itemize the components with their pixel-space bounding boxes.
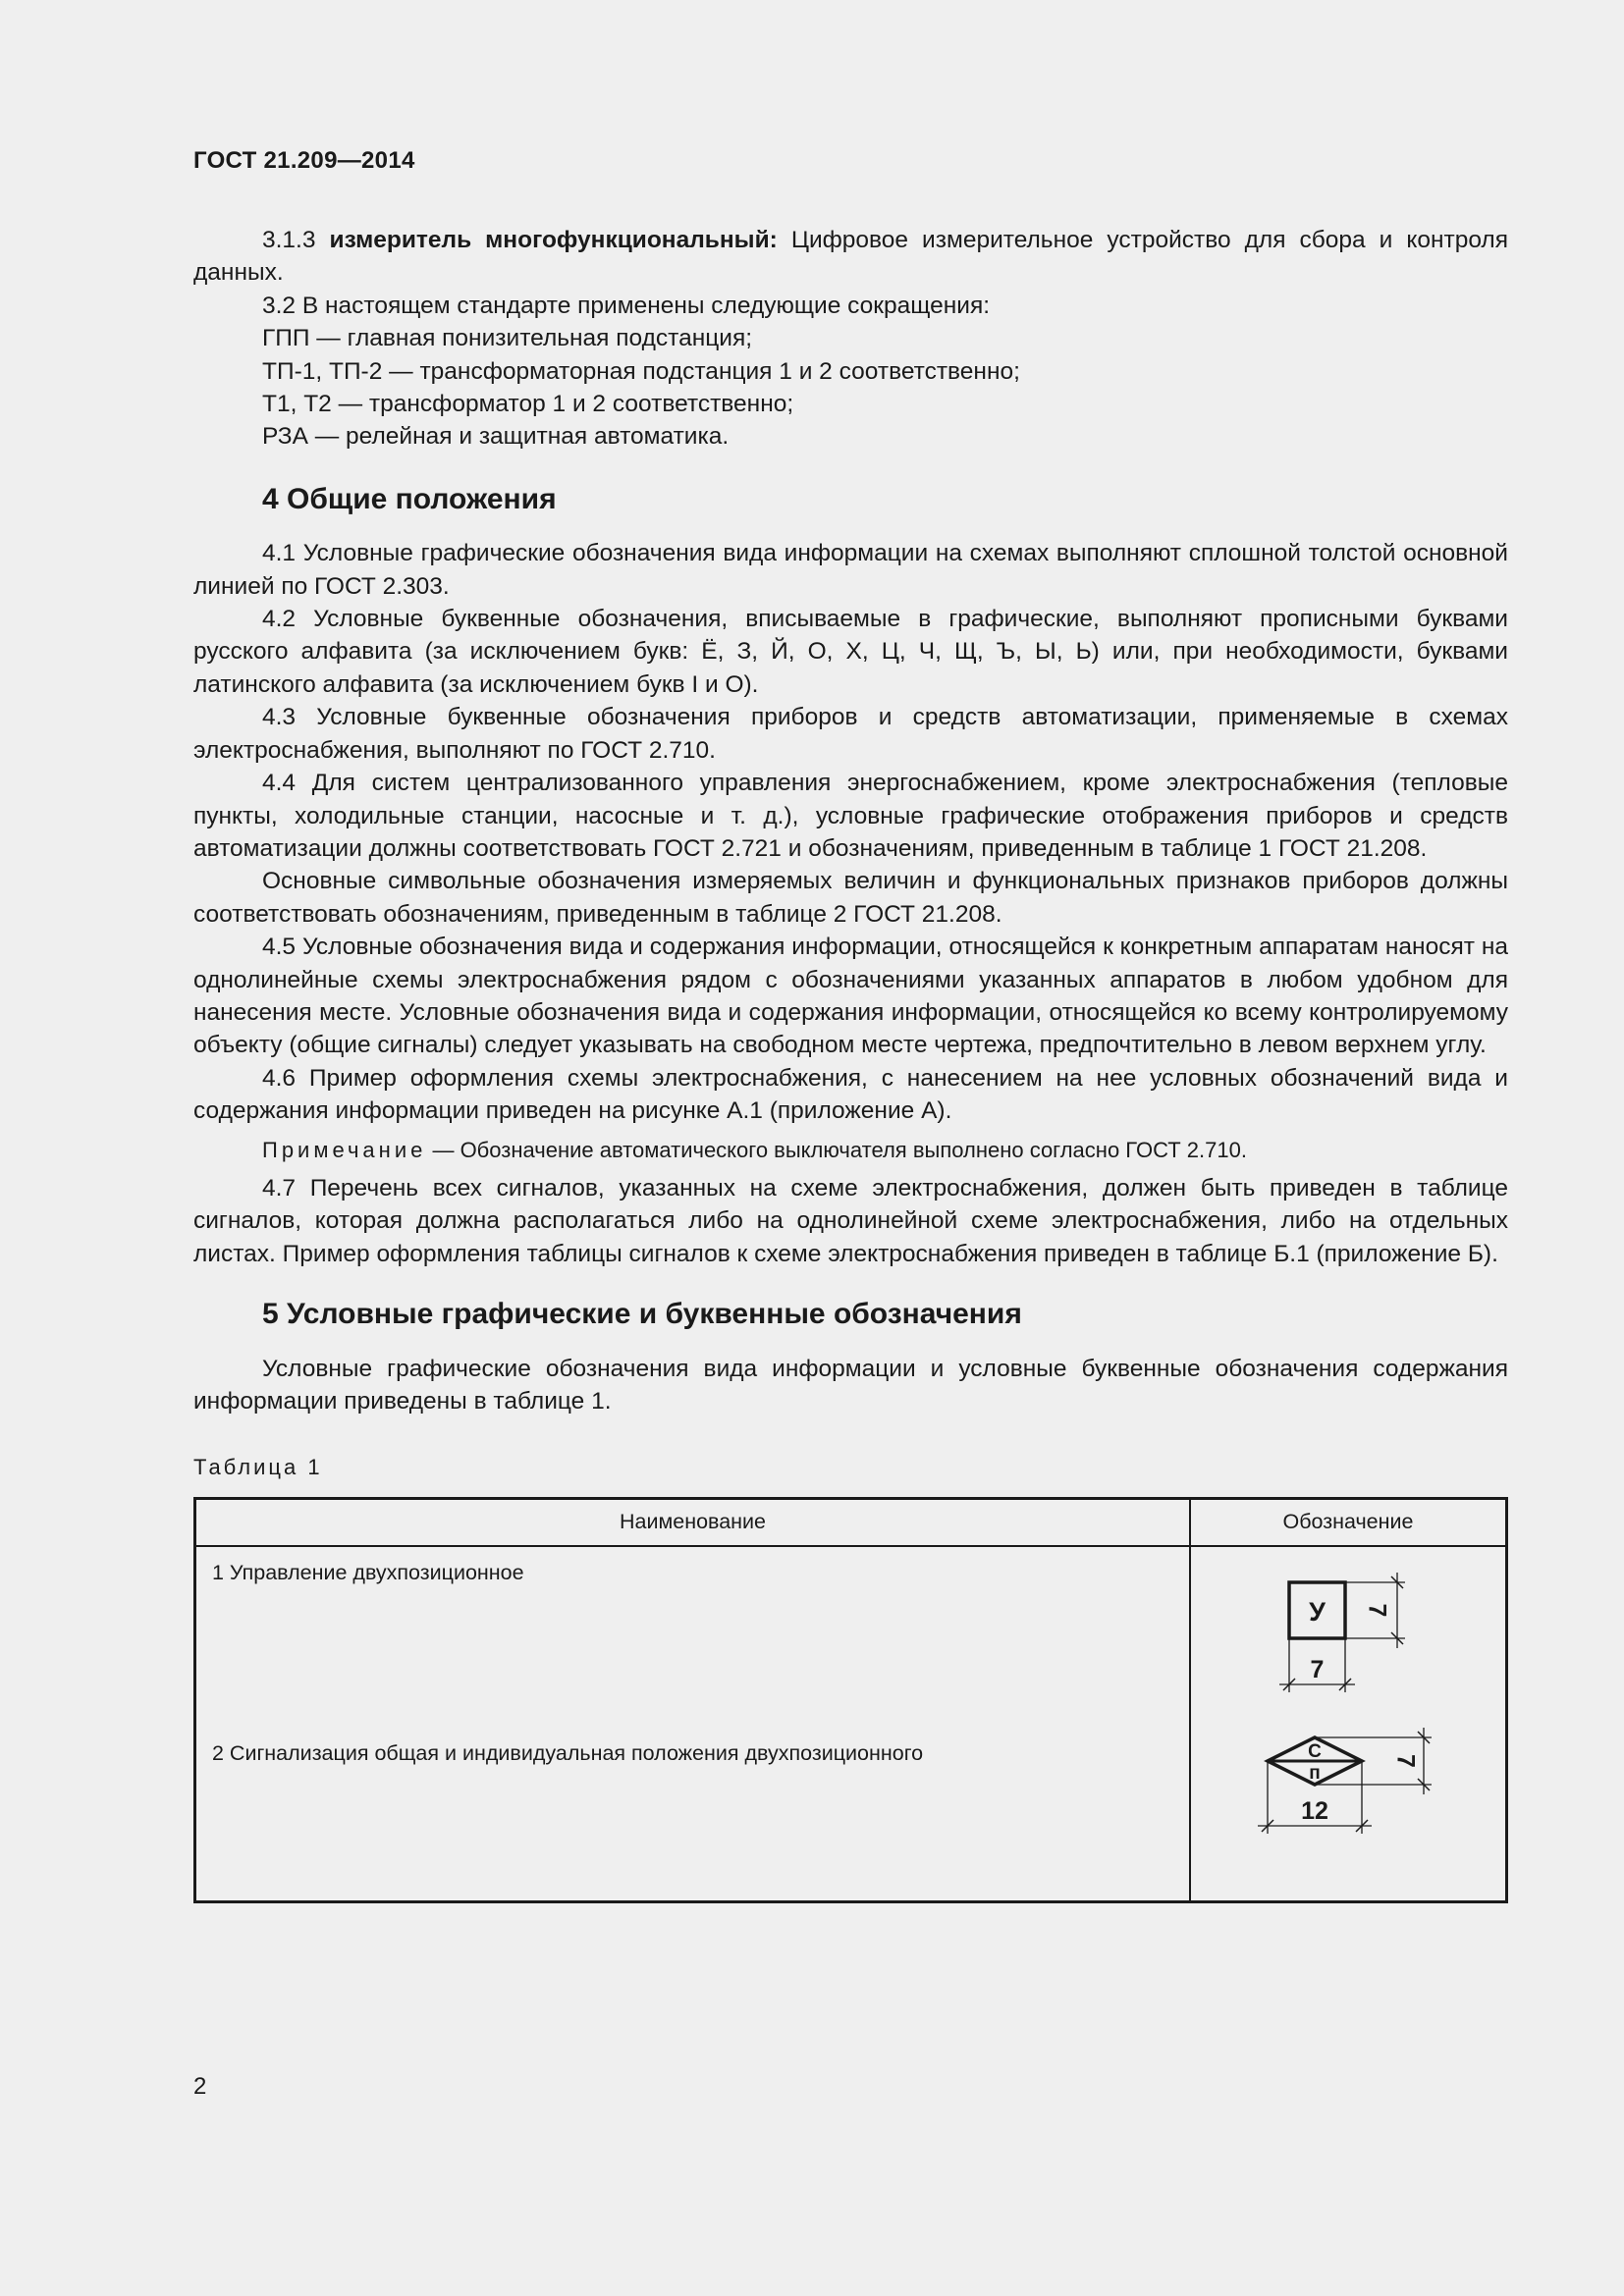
paragraph-4-2: 4.2 Условные буквенные обозначения, вписываемые в графические, выполняют прописными буквами русского алфавита (за исключением букв: Ё, З, Й, О, Х, Ц, Ч, Щ, Ъ, Ы, Ь) или, при необходимости, буквами латинского алфавита (за исключением букв I и O).: [193, 606, 1508, 698]
paragraph-4-5: 4.5 Условные обозначения вида и содержания информации, относящейся к конкретным аппаратам наносят на однолинейные схемы электроснабжения рядом с обозначениями указанных аппаратов в любом удобном для нанесения месте. Условные обозначения вида и содержания информации, относящейся ко всему контролируемому объекту (общие сигналы) следует указывать на свободном месте чертежа, предпочтительно в левом верхнем углу.: [193, 934, 1508, 1059]
paragraph-5: Условные графические обозначения вида информации и условные буквенные обозначения содержания информации приведены в таблице 1.: [193, 1355, 1508, 1415]
paragraph-4-7: 4.7 Перечень всех сигналов, указанных на схеме электроснабжения, должен быть приведен в таблице сигналов, которая должна располагаться либо на однолинейной схеме электроснабжения, либо на отдельных листах. Пример оформления таблицы сигналов к схеме электроснабжения приведен в таблице Б.1 (приложение Б).: [193, 1174, 1508, 1267]
abbreviation-item: Т1, Т2 — трансформатор 1 и 2 соответственно;: [262, 391, 794, 418]
document-body: [193, 224, 1508, 1903]
term-number: 3.1.3: [262, 227, 316, 253]
dimension-height: 7: [1363, 1603, 1391, 1618]
table-cell-names: [195, 1546, 1191, 1902]
document-header: ГОСТ 21.209—2014: [193, 147, 415, 174]
abbreviation-item: РЗА — релейная и защитная автоматика.: [262, 423, 730, 451]
note-text: — Обозначение автоматического выключателя выполнено согласно ГОСТ 2.710.: [426, 1137, 1247, 1162]
table-1: [193, 1497, 1508, 1903]
page-number: 2: [193, 2073, 207, 2100]
dimension-height: 7: [1391, 1753, 1420, 1768]
section-5-heading: 5 Условные графические и буквенные обозначения: [262, 1298, 1022, 1331]
dimension-width: 12: [1301, 1796, 1328, 1825]
row-1-name: 1 Управление двухпозиционное: [212, 1560, 524, 1584]
symbol-letter: У: [1309, 1596, 1326, 1627]
term-name: измеритель многофункциональный:: [329, 227, 778, 253]
paragraph-3-2: 3.2 В настоящем стандарте применены следующие сокращения:: [262, 292, 991, 319]
table-cell-symbols: [1190, 1546, 1507, 1902]
two-position-control-symbol: [1279, 1573, 1405, 1692]
symbol-letter-top: С: [1308, 1740, 1322, 1762]
paragraph-3-1-3: [193, 224, 1508, 290]
note: [193, 1134, 1508, 1166]
table-header-row: [195, 1498, 1507, 1546]
abbreviation-item: ТП-1, ТП-2 — трансформаторная подстанция 1 и 2 соответственно;: [262, 357, 1020, 385]
symbol-letter-bottom: п: [1309, 1762, 1321, 1784]
table-row: [195, 1546, 1507, 1902]
column-header-symbol: Обозначение: [1190, 1498, 1507, 1546]
section-4-heading: 4 Общие положения: [262, 482, 557, 515]
term-definition: Цифровое измерительное устройство для сбора и контроля данных.: [193, 227, 1508, 287]
paragraph-4-4-continued: Основные символьные обозначения измеряемых величин и функциональных признаков приборов должны соответствовать обозначениям, приведенным в таблице 2 ГОСТ 21.208.: [193, 868, 1508, 928]
signaling-symbol: [1258, 1728, 1432, 1834]
column-header-name: Наименование: [195, 1498, 1191, 1546]
paragraph-4-6: 4.6 Пример оформления схемы электроснабжения, с нанесением на нее условных обозначений вида и содержания информации приведен на рисунке А.1 (приложение А).: [193, 1064, 1508, 1125]
paragraph-4-4: 4.4 Для систем централизованного управления энергоснабжением, кроме электроснабжения (тепловые пункты, холодильные станции, насосные и т. д.), условные графические отображения приборов и средств автоматизации должны соответствовать ГОСТ 2.721 и обозначениям, приведенным в таблице 1 ГОСТ 21.208.: [193, 770, 1508, 862]
paragraph-4-1: 4.1 Условные графические обозначения вида информации на схемах выполняют сплошной толстой основной линией по ГОСТ 2.303.: [193, 540, 1508, 600]
table-caption: Таблица 1: [193, 1455, 323, 1480]
symbols-drawing: [1191, 1547, 1505, 1891]
paragraph-4-3: 4.3 Условные буквенные обозначения приборов и средств автоматизации, применяемые в схемах электроснабжения, выполняют по ГОСТ 2.710.: [193, 704, 1508, 764]
note-label: Примечание: [262, 1137, 427, 1162]
row-2-name: 2 Сигнализация общая и индивидуальная положения двухпозиционного: [212, 1740, 924, 1765]
abbreviation-item: ГПП — главная понизительная подстанция;: [262, 325, 753, 352]
dimension-width: 7: [1310, 1655, 1325, 1683]
